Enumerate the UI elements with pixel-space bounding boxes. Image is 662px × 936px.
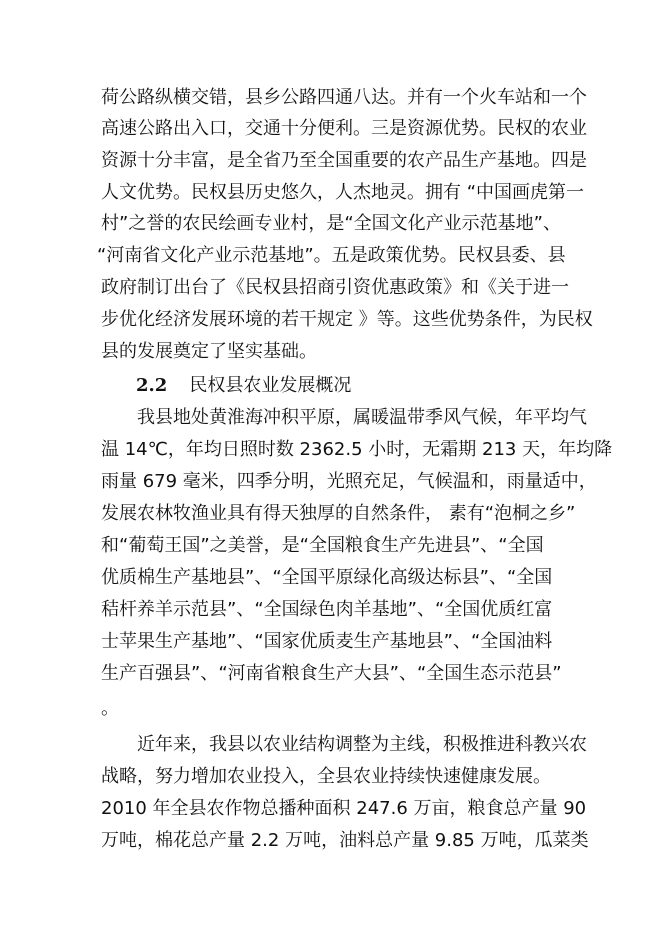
section-title: 民权县农业发展概况 (189, 375, 352, 396)
section-number: 2.2 (136, 375, 168, 396)
paragraph-line: 近年来，我县以农业结构调整为主线，积极推进科教兴农 (137, 734, 587, 755)
paragraph-line: 。 (101, 698, 119, 719)
paragraph-line: “河南省文化产业示范基地”。五是政策优势。民权县委、县 (97, 245, 566, 266)
paragraph-line: 万吨，棉花总产量 2.2 万吨，油料总产量 9.85 万吨，瓜菜类 (101, 830, 589, 851)
paragraph-line: 和“葡萄王国”之美誉，是“全国粮食生产先进县”、“全国 (101, 535, 544, 556)
paragraph-line: 资源十分丰富，是全省乃至全国重要的农产品生产基地。四是 (101, 150, 587, 171)
paragraph-line: 士苹果生产基地”、“国家优质麦生产基地县”、“全国油料 (101, 631, 553, 652)
paragraph-line: 人文优势。民权县历史悠久，人杰地灵。拥有 “中国画虎第一 (101, 182, 585, 203)
paragraph-line: 发展农林牧渔业具有得天独厚的自然条件， 素有“泡桐之乡” (101, 503, 576, 524)
paragraph-line: 村”之誉的农民绘画专业村，是“全国文化产业示范基地”、 (101, 213, 561, 234)
section-heading (0, 374, 662, 398)
paragraph-line: 雨量 679 毫米，四季分明，光照充足，气候温和，雨量适中， (101, 471, 597, 492)
paragraph-line: 战略，努力增加农业投入，全县农业持续快速健康发展。 (101, 766, 551, 787)
paragraph-line: 秸杆养羊示范县”、“全国绿色肉羊基地”、“全国优质红富 (101, 599, 553, 620)
paragraph-line: 荷公路纵横交错，县乡公路四通八达。并有一个火车站和一个 (101, 87, 587, 108)
paragraph-line: 步优化经济发展环境的若干规定 》等。这些优势条件，为民权 (101, 309, 593, 330)
paragraph-line: 政府制订出台了《民权县招商引资优惠政策》和《关于进一 (101, 277, 569, 298)
paragraph-line: 我县地处黄淮海冲积平原，属暖温带季风气候，年平均气 (137, 407, 587, 428)
paragraph-line: 温 14℃，年均日照时数 2362.5 小时，无霜期 213 天，年均降 (101, 439, 613, 460)
paragraph-line: 县的发展奠定了坚实基础。 (101, 341, 317, 362)
paragraph-line: 生产百强县”、“河南省粮食生产大县”、“全国生态示范县” (101, 663, 562, 684)
paragraph-line: 2010 年全县农作物总播种面积 247.6 万亩，粮食总产量 90 (101, 798, 587, 819)
paragraph-line: 高速公路出入口，交通十分便利。三是资源优势。民权的农业 (101, 118, 587, 139)
paragraph-line: 优质棉生产基地县”、“全国平原绿化高级达标县”、“全国 (101, 567, 553, 588)
